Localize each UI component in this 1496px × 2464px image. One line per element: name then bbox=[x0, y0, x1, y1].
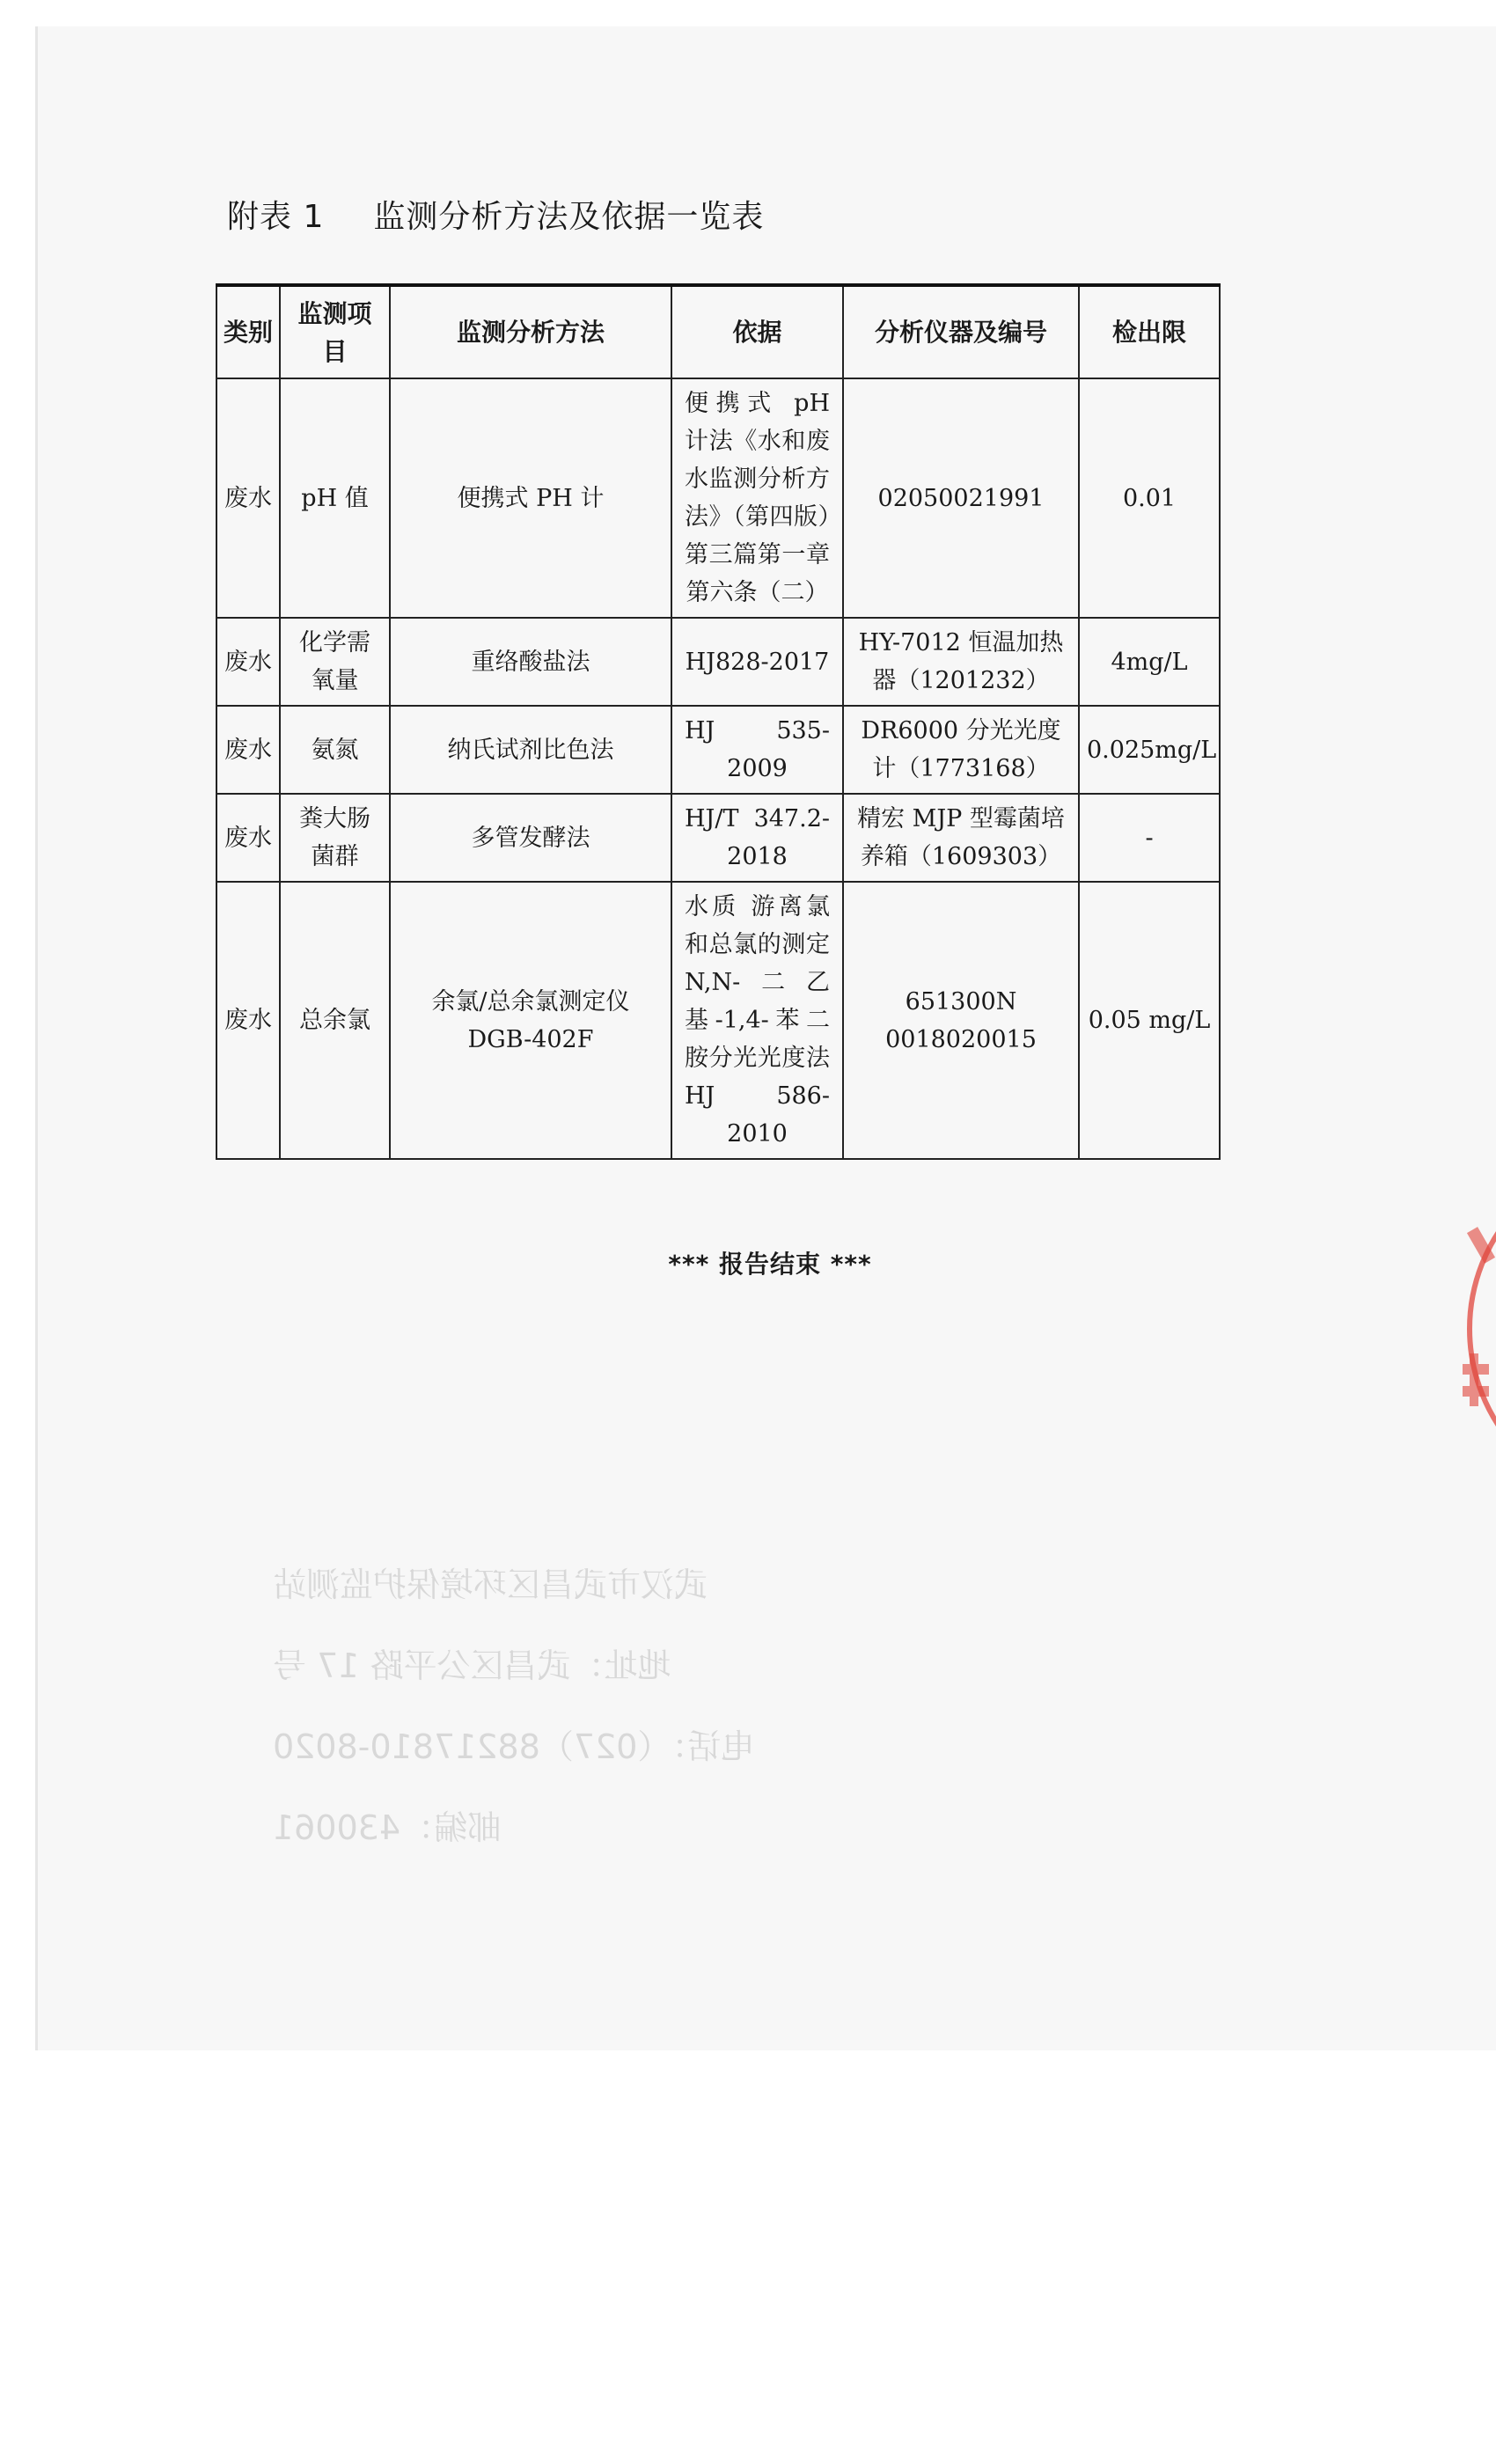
cell-basis: HJ 535-2009 bbox=[671, 706, 843, 794]
cell-basis: 水质 游离氯和总氯的测定 N,N-二乙基-1,4-苯二胺分光光度法 HJ 586-2010 bbox=[671, 882, 843, 1159]
cell-category: 废水 bbox=[216, 618, 280, 706]
cell-basis: 便携式 pH 计法《水和废水监测分析方法》（第四版）第三篇第一章第六条（二） bbox=[671, 378, 843, 618]
table-row bbox=[216, 618, 1220, 706]
cell-instrument: HY-7012 恒温加热器（1201232） bbox=[843, 618, 1079, 706]
ghost-line: 武汉市武昌区环境保护监测站 bbox=[273, 1566, 708, 1604]
cell-instrument: 02050021991 bbox=[843, 378, 1079, 618]
scan-edge bbox=[35, 26, 38, 2050]
cell-item: 粪大肠菌群 bbox=[280, 794, 390, 882]
table-row bbox=[216, 794, 1220, 882]
cell-category: 废水 bbox=[216, 706, 280, 794]
cell-instrument: DR6000 分光光度计（1773168） bbox=[843, 706, 1079, 794]
table-row bbox=[216, 882, 1220, 1159]
table-row bbox=[216, 378, 1220, 618]
table-title bbox=[227, 192, 764, 237]
cell-method: 余氯/总余氯测定仪 DGB-402F bbox=[390, 882, 671, 1159]
methods-table-wrap bbox=[216, 283, 1219, 1160]
cell-method: 多管发酵法 bbox=[390, 794, 671, 882]
header-limit: 检出限 bbox=[1079, 285, 1220, 378]
ghost-line: 邮编：430061 bbox=[273, 1808, 502, 1847]
appendix-label: 附表 1 bbox=[227, 199, 325, 235]
cell-category: 废水 bbox=[216, 378, 280, 618]
ghost-line: 地址：武昌区公平路 17 号 bbox=[273, 1646, 671, 1685]
cell-method: 纳氏试剂比色法 bbox=[390, 706, 671, 794]
title-text: 监测分析方法及依据一览表 bbox=[373, 199, 765, 235]
cell-instrument: 651300N 0018020015 bbox=[843, 882, 1079, 1159]
stamp-ring bbox=[1470, 1153, 1496, 1505]
cell-limit: - bbox=[1079, 794, 1220, 882]
methods-table bbox=[216, 283, 1221, 1160]
cell-item: 氨氮 bbox=[280, 706, 390, 794]
cell-category: 废水 bbox=[216, 794, 280, 882]
cell-instrument: 精宏 MJP 型霉菌培养箱（1609303） bbox=[843, 794, 1079, 882]
cell-method: 便携式 PH 计 bbox=[390, 378, 671, 618]
ghost-line: 电话：（027）88217810-8020 bbox=[273, 1727, 755, 1766]
header-basis: 依据 bbox=[671, 285, 843, 378]
header-item: 监测项目 bbox=[280, 285, 390, 378]
cell-limit: 4mg/L bbox=[1079, 618, 1220, 706]
red-seal-stamp bbox=[1443, 1144, 1496, 1514]
cell-item: 总余氯 bbox=[280, 882, 390, 1159]
cell-basis: HJ/T 347.2-2018 bbox=[671, 794, 843, 882]
cell-limit: 0.025mg/L bbox=[1079, 706, 1220, 794]
cell-item: 化学需氧量 bbox=[280, 618, 390, 706]
header-instrument: 分析仪器及编号 bbox=[843, 285, 1079, 378]
cell-limit: 0.05 mg/L bbox=[1079, 882, 1220, 1159]
cell-limit: 0.01 bbox=[1079, 378, 1220, 618]
report-end-mark: *** 报告结束 *** bbox=[668, 1250, 872, 1279]
cell-basis: HJ828-2017 bbox=[671, 618, 843, 706]
header-method: 监测分析方法 bbox=[390, 285, 671, 378]
cell-method: 重络酸盐法 bbox=[390, 618, 671, 706]
table-header-row bbox=[216, 285, 1220, 378]
header-category: 类别 bbox=[216, 285, 280, 378]
table-row bbox=[216, 706, 1220, 794]
bleed-through-text bbox=[273, 1544, 766, 1868]
cell-item: pH 值 bbox=[280, 378, 390, 618]
cell-category: 废水 bbox=[216, 882, 280, 1159]
